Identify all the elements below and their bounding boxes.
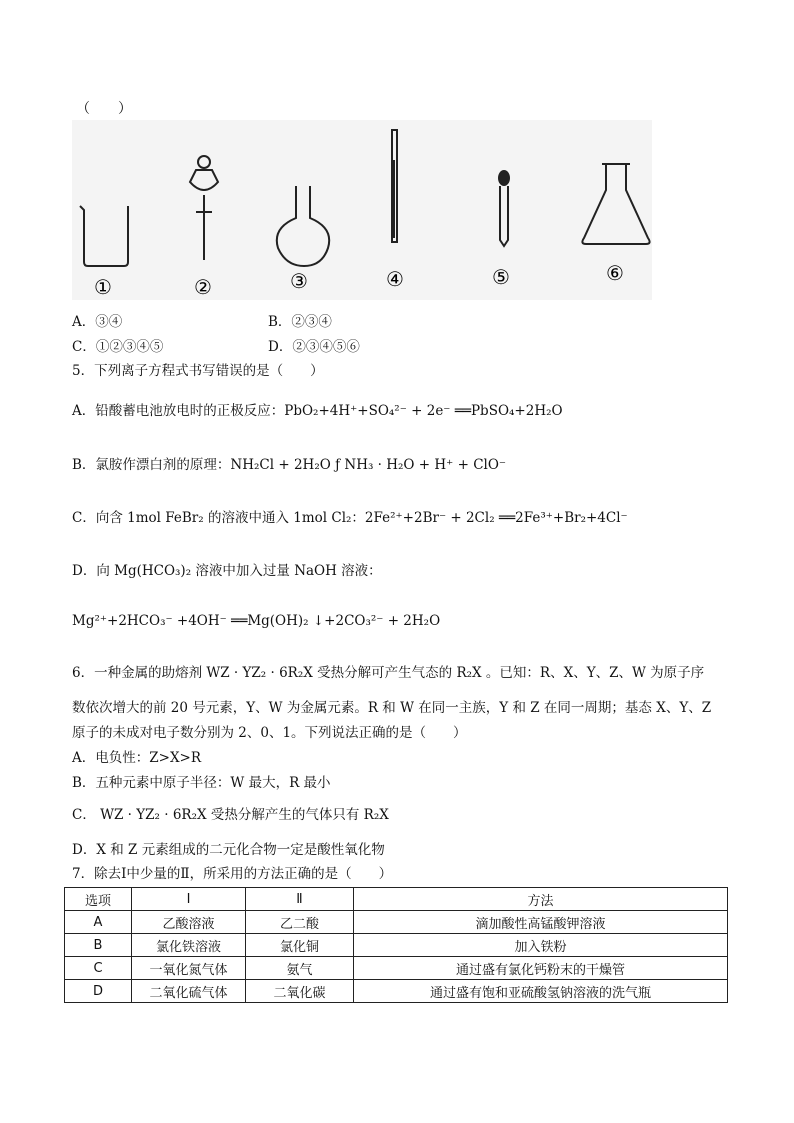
q4-option-c: C．①②③④⑤ xyxy=(72,339,164,355)
q6-option-b: B．五种元素中原子半径：W 最大，R 最小 xyxy=(72,775,331,791)
cell: B xyxy=(65,934,132,957)
cell: 一氧化氮气体 xyxy=(132,957,246,980)
q5-option-d-equation: Mg²⁺+2HCO₃⁻ +4OH⁻ ══Mg(OH)₂ ↓+2CO₃²⁻ + 2H₂O xyxy=(72,613,441,629)
header-option: 选项 xyxy=(65,888,132,911)
table-row xyxy=(65,980,728,1003)
cell: 乙酸溶液 xyxy=(132,911,246,934)
separatory-funnel-icon xyxy=(190,156,218,260)
q4-option-a: A．③④ xyxy=(72,314,123,330)
cell: C xyxy=(65,957,132,980)
beaker-icon xyxy=(80,206,128,266)
label-6: ⑥ xyxy=(606,261,624,285)
q5-stem: 5．下列离子方程式书写错误的是（ ） xyxy=(72,363,324,379)
label-2: ② xyxy=(194,275,212,299)
q7-stem: 7．除去Ⅰ中少量的Ⅱ，所采用的方法正确的是（ ） xyxy=(72,866,393,882)
header-i: Ⅰ xyxy=(132,888,246,911)
q4-option-b: B．②③④ xyxy=(268,314,332,330)
q5-option-a: A．铅酸蓄电池放电时的正极反应：PbO₂+4H⁺+SO₄²⁻ + 2e⁻ ══PbSO₄+2H₂O xyxy=(72,403,563,419)
thermometer-icon xyxy=(392,130,397,242)
table-header-row xyxy=(65,888,728,911)
q6-stem-line2: 数依次增大的前 20 号元素，Y、W 为金属元素。R 和 W 在同一主族，Y 和 Z 在同一周期；基态 X、Y、Z xyxy=(72,700,712,716)
cell: 氯化铜 xyxy=(246,934,354,957)
q6-stem-line3: 原子的未成对电子数分别为 2、0、1。下列说法正确的是（ ） xyxy=(72,725,467,741)
q6-stem-line1: 6．一种金属的助熔剂 WZ · YZ₂ · 6R₂X 受热分解可产生气态的 R₂X 。已知：R、X、Y、Z、W 为原子序 xyxy=(72,665,705,681)
cell: 通过盛有氯化钙粉末的干燥管 xyxy=(354,957,728,980)
cell: 乙二酸 xyxy=(246,911,354,934)
cell: 氨气 xyxy=(246,957,354,980)
erlenmeyer-flask-icon xyxy=(582,164,649,244)
q5-option-c: C．向含 1mol FeBr₂ 的溶液中通入 1mol Cl₂：2Fe²⁺+2Br⁻ + 2Cl₂ ══2Fe³⁺+Br₂+4Cl⁻ xyxy=(72,510,628,526)
round-flask-icon xyxy=(277,186,329,266)
cell: A xyxy=(65,911,132,934)
q6-option-a: A．电负性：Z>X>R xyxy=(72,750,202,766)
cell: 氯化铁溶液 xyxy=(132,934,246,957)
cell: 二氧化硫气体 xyxy=(132,980,246,1003)
q6-option-d: D．X 和 Z 元素组成的二元化合物一定是酸性氧化物 xyxy=(72,842,385,858)
label-3: ③ xyxy=(290,269,308,293)
cell: 加入铁粉 xyxy=(354,934,728,957)
table-row xyxy=(65,957,728,980)
question-paren: （ ） xyxy=(76,101,132,117)
apparatus-figure xyxy=(72,120,652,300)
q5-option-d: D．向 Mg(HCO₃)₂ 溶液中加入过量 NaOH 溶液： xyxy=(72,563,382,579)
table-row xyxy=(65,911,728,934)
q7-table xyxy=(64,887,728,1003)
q4-option-d: D．②③④⑤⑥ xyxy=(268,339,360,355)
q6-option-c: C． WZ · YZ₂ · 6R₂X 受热分解产生的气体只有 R₂X xyxy=(72,807,389,823)
q5-option-b: B．氯胺作漂白剂的原理：NH₂Cl + 2H₂O ƒ NH₃ · H₂O + H⁺ + ClO⁻ xyxy=(72,457,507,473)
dropper-icon xyxy=(499,171,509,246)
label-1: ① xyxy=(94,275,112,299)
cell: 滴加酸性高锰酸钾溶液 xyxy=(354,911,728,934)
table-row xyxy=(65,934,728,957)
header-ii: Ⅱ xyxy=(246,888,354,911)
header-method: 方法 xyxy=(354,888,728,911)
label-5: ⑤ xyxy=(492,265,510,289)
cell: 二氧化碳 xyxy=(246,980,354,1003)
label-4: ④ xyxy=(386,267,404,291)
cell: D xyxy=(65,980,132,1003)
cell: 通过盛有饱和亚硫酸氢钠溶液的洗气瓶 xyxy=(354,980,728,1003)
